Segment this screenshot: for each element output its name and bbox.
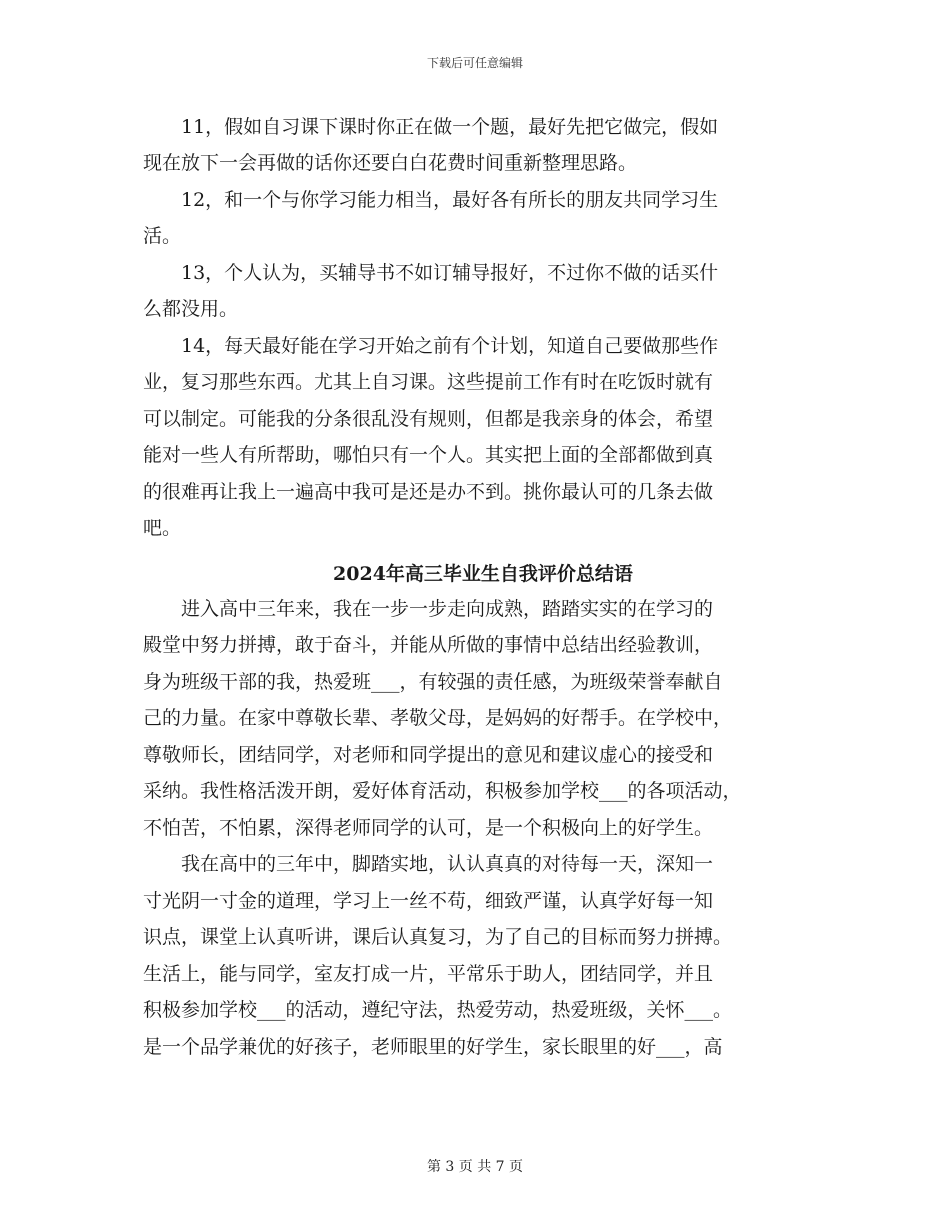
document-body: [143, 0, 823, 1120]
paragraph-line: 身为班级干部的我，热爱班___，有较强的责任感，为班级荣誉奉献自: [143, 671, 723, 693]
paragraph-line: 生活上，能与同学，室友打成一片，平常乐于助人，团结同学，并且: [143, 963, 714, 985]
section-title: 2024年高三毕业生自我评价总结语: [333, 563, 633, 585]
paragraph-line: 么都没用。: [143, 298, 239, 320]
page-header: 下载后可任意编辑: [426, 56, 523, 70]
paragraph-line: 是一个品学兼优的好孩子，老师眼里的好学生，家长眼里的好___，高: [143, 1036, 723, 1058]
paragraph-line: 采纳。我性格活泼开朗，爱好体育活动，积极参加学校___的各项活动，: [143, 780, 742, 802]
paragraph-line: 不怕苦，不怕累，深得老师同学的认可，是一个积极向上的好学生。: [143, 817, 714, 839]
paragraph-line: 现在放下一会再做的话你还要白白花费时间重新整理思路。: [143, 152, 638, 174]
paragraph-line: 积极参加学校___的活动，遵纪守法，热爱劳动，热爱班级，关怀___。: [143, 999, 733, 1021]
paragraph-line: 13，个人认为，买辅导书不如订辅导报好，不过你不做的话买什: [143, 262, 719, 284]
paragraph-line: 能对一些人有所帮助，哪怕只有一个人。其实把上面的全部都做到真: [143, 444, 714, 466]
paragraph-line: 12，和一个与你学习能力相当，最好各有所长的朋友共同学习生: [143, 189, 719, 211]
paragraph-line: 识点，课堂上认真听讲，课后认真复习，为了自己的目标而努力拼搏。: [143, 926, 733, 948]
page-footer: 第 3 页 共 7 页: [426, 1159, 524, 1175]
paragraph-line: 活。: [143, 225, 182, 247]
paragraph-line: 殿堂中努力拼搏，敢于奋斗，并能从所做的事情中总结出经验教训，: [143, 634, 714, 656]
paragraph-line: 吧。: [143, 517, 182, 539]
paragraph-line: 尊敬师长，团结同学，对老师和同学提出的意见和建议虚心的接受和: [143, 744, 714, 766]
paragraph-line: 可以制定。可能我的分条很乱没有规则，但都是我亲身的体会，希望: [143, 408, 714, 430]
paragraph-line: 的很难再让我上一遍高中我可是还是办不到。挑你最认可的几条去做: [143, 481, 714, 503]
paragraph-line: 业，复习那些东西。尤其上自习课。这些提前工作有时在吃饭时就有: [143, 371, 714, 393]
paragraph-line: 寸光阴一寸金的道理，学习上一丝不苟，细致严谨，认真学好每一知: [143, 890, 714, 912]
paragraph-line: 我在高中的三年中，脚踏实地，认认真真的对待每一天，深知一: [143, 853, 714, 875]
paragraph-line: 11，假如自习课下课时你正在做一个题，最好先把它做完，假如: [143, 116, 719, 138]
paragraph-line: 进入高中三年来，我在一步一步走向成熟，踏踏实实的在学习的: [143, 598, 714, 620]
paragraph-line: 己的力量。在家中尊敬长辈、孝敬父母，是妈妈的好帮手。在学校中，: [143, 707, 733, 729]
paragraph-line: 14，每天最好能在学习开始之前有个计划，知道自己要做那些作: [143, 335, 719, 357]
